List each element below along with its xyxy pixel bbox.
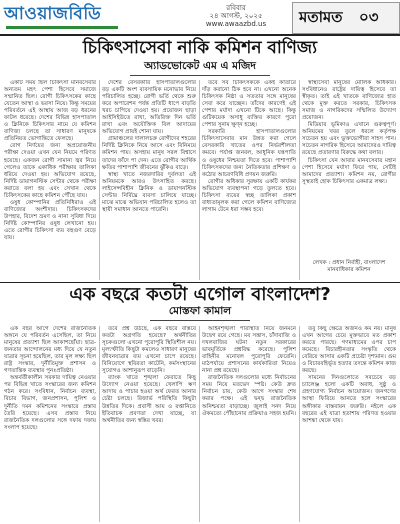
paragraph: গ্রামাঞ্চলের দালালচক্র রোগীদের শহরের নির্দিষ্ট ক্লিনিকে নিয়ে আসে এবং বিনিময়ে কমিশন পায়। অসহায় মানুষ সরল বিশ্বাসে তাদের ফাঁদে পা দেন। এতে রোগীর আর্থিক ক্ষতির পাশাপাশি জীবনের ঝুঁকিও বাড়ে। bbox=[102, 136, 196, 171]
column-divider bbox=[199, 80, 200, 280]
paragraph: তবে সব চিকিৎসককে একই কাতারে দাঁড় করানো ঠিক হবে না। এখনো অনেক চিকিৎসক নিষ্ঠা ও সততার সঙ্গে মানুষের সেবা করে যাচ্ছেন। তাঁদের কারণেই এই পেশার মর্যাদা এখনো টিকে আছে। কিন্তু গুটিকয়েক অসাধু ব্যক্তির কারণে পুরো পেশার সুনাম ক্ষুণ্ন হচ্ছে। bbox=[202, 80, 296, 129]
paragraph: দেশের বেসরকারি হাসপাতালগুলোর বড় একটি অংশ ব্যবসায়িক মনোভাব নিয়ে পরিচালিত হচ্ছে। রোগী ভর্তি থেকে শুরু করে অপারেশন পর্যন্ত প্রতিটি ধাপে বাড়তি খরচ চাপিয়ে দেওয়া হয়। প্রয়োজন ছাড়া আইসিইউতে রাখা, অতিরিক্ত দিন ভর্তি রাখা এবং অযৌক্তিক বিল আদায়ের অভিযোগ প্রায়ই শোনা যায়। bbox=[102, 80, 196, 136]
article1-column-1 bbox=[4, 80, 96, 280]
paragraph: তবে প্রশ্ন উঠছে, এক বছরে বাস্তবে কতটা অগ্রগতি হয়েছে? অর্থনীতির সূচকগুলো এখনো পুরোপুরি স্থিতিশীল নয়। মূল্যস্ফীতি কিছুটা কমলেও সাধারণ মানুষের জীবনযাত্রার ব্যয় এখনো চাপে রয়েছে। বিনিয়োগে স্থবিরতা কাটেনি, কর্মসংস্থানের সুযোগও আশানুরূপ বাড়েনি। bbox=[102, 326, 196, 375]
issue-day: রবিবার bbox=[226, 4, 246, 12]
article1-column-3 bbox=[202, 80, 296, 280]
paragraph: এক বছর আগে দেশের রাজনৈতিক অঙ্গনে যে পরিবর্তন এসেছিল, তা নিয়ে মানুষের প্রত্যাশা ছিল আকাশছোঁয়া। ছাত্র-জনতার আন্দোলনের মধ্য দিয়ে যে নতুন যাত্রার সূচনা হয়েছিল, তার মূল লক্ষ্য ছিল রাষ্ট্র সংস্কার, দুর্নীতিমুক্ত প্রশাসন ও গণতান্ত্রিক ব্যবস্থার পুনঃপ্রতিষ্ঠা। bbox=[4, 326, 96, 375]
paragraph: অন্তর্বর্তীকালীন সরকার দায়িত্ব নেওয়ার পর বিভিন্ন খাতে সংস্কারের জন্য কমিশন গঠন করে। সংবিধান, নির্বাচন ব্যবস্থা, বিচার বিভাগ, জনপ্রশাসন, পুলিশ ও দুর্নীতি দমন কমিশনের সংস্কারে প্রস্তাব তৈরি হয়েছে। এসব প্রস্তাব নিয়ে রাজনৈতিক দলগুলোর সঙ্গে দফায় দফায় সংলাপ হয়েছে। bbox=[4, 375, 96, 431]
article2-byline: মোস্তফা কামাল bbox=[168, 305, 232, 317]
site-url[interactable]: www.awaazbd.us bbox=[205, 20, 267, 28]
paragraph: একটি সময় ছিল চিকিৎসা মানবসেবার অন্যতম মহৎ পেশা হিসেবে সমাজে সম্মানিত ছিল। রোগী চিকিৎসকের কাছে যেতেন আস্থা ও ভরসা নিয়ে। কিন্তু সময়ের পরিবর্তনে এই আস্থায় আজ বড় ধরনের ফাটল ধরেছে। দেশের বিভিন্ন হাসপাতাল ও ক্লিনিকে চিকিৎসার নামে যে কমিশন বাণিজ্য চলছে তা সাধারণ মানুষকে প্রতিনিয়ত ভোগান্তিতে ফেলছে। bbox=[4, 80, 96, 143]
article1-byline: অ্যাডভোকেট এম এ মজিদ bbox=[144, 60, 256, 72]
paragraph: রাজনৈতিক দলগুলোর মধ্যে নির্বাচনের সময় নিয়ে মতভেদ স্পষ্ট। কেউ দ্রুত নির্বাচন চায়, কেউ আগে সংস্কার শেষ করার পক্ষে। এই দ্বন্দ্ব রাজনৈতিক অনিশ্চয়তা বাড়াচ্ছে। জুলাই সনদ নিয়ে ঐকমত্যে পৌঁছানোর প্রক্রিয়াও সহজ হয়নি। bbox=[202, 375, 296, 417]
article-separator bbox=[0, 282, 400, 283]
article2-column-1 bbox=[4, 326, 96, 522]
paragraph: স্বাস্থ্য খাতে নজরদারির দুর্বলতা এই অনিয়মকে আরও উৎসাহিত করছে। লাইসেন্সবিহীন ক্লিনিক ও ডায়াগনস্টিক সেন্টার নির্বিঘ্নে ব্যবসা চালিয়ে যাচ্ছে। মাঝে মাঝে অভিযান পরিচালিত হলেও তা স্থায়ী সমাধান আনতে পারেনি। bbox=[102, 171, 196, 213]
section-header bbox=[292, 2, 400, 34]
byline-underline bbox=[130, 75, 270, 76]
article2-column-4 bbox=[302, 326, 396, 522]
article2-column-3 bbox=[202, 326, 296, 522]
author-note: লেখক : প্রধান নির্বাহী, বাংলাদেশ মানবাধিকার কমিশন bbox=[312, 260, 386, 273]
issue-info bbox=[196, 4, 276, 28]
paragraph: মিডিয়ার ভূমিকাও এখানে গুরুত্বপূর্ণ। অনিয়মের খবর তুলে ধরলে কর্তৃপক্ষ সচেতন হয় এবং ভুক্তভোগীরা সাহস পান। সচেতন নাগরিক হিসেবে আমাদেরও দায়িত্ব রয়েছে প্রতারণার বিরুদ্ধে কথা বলার। bbox=[302, 122, 396, 157]
paragraph: তবু কিছু ক্ষেত্রে অর্জনও কম নয়। মানুষ এখন আগের চেয়ে মুক্তভাবে মত প্রকাশ করতে পারছে। গণমাধ্যমের ওপর চাপ কমেছে। বিচারহীনতার সংস্কৃতি থেকে বেরিয়ে আসার একটি প্রচেষ্টা দৃশ্যমান। গুম ও বিচারবহির্ভূত হত্যার তদন্তে কমিশন কাজ করছে। bbox=[302, 326, 396, 375]
column-divider bbox=[199, 326, 200, 522]
article1-column-2 bbox=[102, 80, 196, 280]
article1-column-4 bbox=[302, 80, 396, 256]
column-divider bbox=[299, 80, 300, 280]
paragraph: স্বাস্থ্যসেবা মানুষের মৌলিক অধিকার। সংবিধানেও রাষ্ট্রের দায়িত্ব হিসেবে তা স্বীকৃত। তাই এই খাতকে বাণিজ্যের হাত থেকে মুক্ত করতে সরকার, চিকিৎসক সমাজ ও নাগরিকদের সম্মিলিত উদ্যোগ প্রয়োজন। bbox=[302, 80, 396, 122]
newspaper-logo[interactable] bbox=[4, 3, 122, 29]
article2-headline[interactable]: এক বছরে কতটা এগোল বাংলাদেশ? bbox=[69, 284, 331, 305]
paragraph: ওষুধ কোম্পানির প্রতিনিধিরাও এই বাণিজ্যের অংশীদার। চিকিৎসকদের উপহার, বিদেশ ভ্রমণ ও নানা সুবিধা দিয়ে নির্দিষ্ট কোম্পানির ওষুধ লেখানো হয়। এতে রোগীর চিকিৎসা ব্যয় বহুগুণ বেড়ে যায়। bbox=[4, 199, 96, 242]
paragraph: সরকারি হাসপাতালগুলোর চিকিৎসাসেবার মান উন্নত করা গেলে বেসরকারি খাতের ওপর নির্ভরশীলতা কমবে। পর্যাপ্ত জনবল, আধুনিক যন্ত্রপাতি ও ওষুধের নিশ্চয়তা দিতে হবে। পাশাপাশি চিকিৎসকদের জন্য নৈতিকতার প্রশিক্ষণ ও কঠোর আচরণবিধি প্রণয়ন জরুরি। bbox=[202, 129, 296, 178]
column-divider bbox=[99, 326, 100, 522]
logo-text: আওয়াজবিডি bbox=[4, 4, 102, 24]
paragraph: সামনের দিনগুলোতে সবচেয়ে বড় চ্যালেঞ্জ হলো একটি অবাধ, সুষ্ঠু ও গ্রহণযোগ্য নির্বাচন আয়োজন। জনগণের আস্থা ফিরিয়ে আনতে হলে সংস্কারের অঙ্গীকার বাস্তবায়ন জরুরি। নইলে এক বছরের এই যাত্রা হতাশায় পরিণত হওয়ার আশঙ্কা থেকে যায়। bbox=[302, 375, 396, 424]
byline-underline bbox=[150, 320, 250, 321]
paragraph: চিকিৎসা যেন আবার মানবসেবার মহান পেশা হিসেবে মর্যাদা ফিরে পায়, সেটিই আমাদের প্রত্যাশা। কমিশন নয়, রোগীর সুস্থতাই হোক চিকিৎসার একমাত্র লক্ষ্য। bbox=[302, 157, 396, 185]
paragraph: ব্যাংক খাতে শৃঙ্খলা ফেরাতে কিছু উদ্যোগ নেওয়া হয়েছে। খেলাপি ঋণ আদায় ও পাচার হওয়া অর্থ ফেরত আনার চেষ্টা চলছে। রিজার্ভ পরিস্থিতি কিছুটা উন্নতির দিকে। প্রবাসী আয় ও রপ্তানিতে ইতিবাচক প্রবণতা দেখা যাচ্ছে, যা অর্থনীতির জন্য স্বস্তির খবর। bbox=[102, 375, 196, 424]
article1-headline[interactable]: চিকিৎসাসেবা নাকি কমিশন বাণিজ্য bbox=[82, 38, 318, 58]
article2-column-2 bbox=[102, 326, 196, 522]
paragraph: রোগীর অধিকার সুরক্ষায় একটি কার্যকর অভিযোগ ব্যবস্থাপনা গড়ে তুলতে হবে। চিকিৎসা ব্যয়ের স্বচ্ছ তালিকা প্রকাশ বাধ্যতামূলক করা গেলে কমিশন বাণিজ্যের লাগাম টেনে ধরা সম্ভব হবে। bbox=[202, 178, 296, 213]
masthead-rule bbox=[0, 34, 400, 36]
logo-underline bbox=[6, 26, 118, 29]
page-number: ০৩ bbox=[359, 8, 379, 26]
column-divider bbox=[99, 80, 100, 280]
paragraph: রোগ নির্ণয়ের জন্য অপ্রয়োজনীয় পরীক্ষা দেওয়া এখন যেন নিয়মে পরিণত হয়েছে। একজন রোগী সামান্য জ্বর নিয়ে গেলেও তাকে একাধিক পরীক্ষার তালিকা ধরিয়ে দেওয়া হয়। অভিযোগ রয়েছে, নির্দিষ্ট ডায়াগনস্টিক সেন্টার থেকে পরীক্ষা করাতে বলা হয় এবং সেখান থেকে চিকিৎসকের কাছে কমিশন পৌঁছে যায়। bbox=[4, 143, 96, 199]
issue-date: ২৪ আগস্ট, ২০২৫ bbox=[209, 12, 263, 20]
masthead bbox=[0, 0, 400, 36]
section-name: মতামত bbox=[299, 8, 343, 26]
paragraph: আইনশৃঙ্খলা পরিস্থিতি নিয়ে জনমনে উদ্বেগ রয়ে গেছে। মব সন্ত্রাস, চাঁদাবাজি ও দখলবাজির ঘটনা নতুন সরকারের ভাবমূর্তিকে প্রশ্নবিদ্ধ করেছে। পুলিশ বাহিনীর মনোবল পুরোপুরি ফেরেনি। মাঠপর্যায়ে প্রশাসনের কার্যকারিতা নিয়েও নানা প্রশ্ন রয়েছে। bbox=[202, 326, 296, 375]
column-divider bbox=[299, 326, 300, 522]
